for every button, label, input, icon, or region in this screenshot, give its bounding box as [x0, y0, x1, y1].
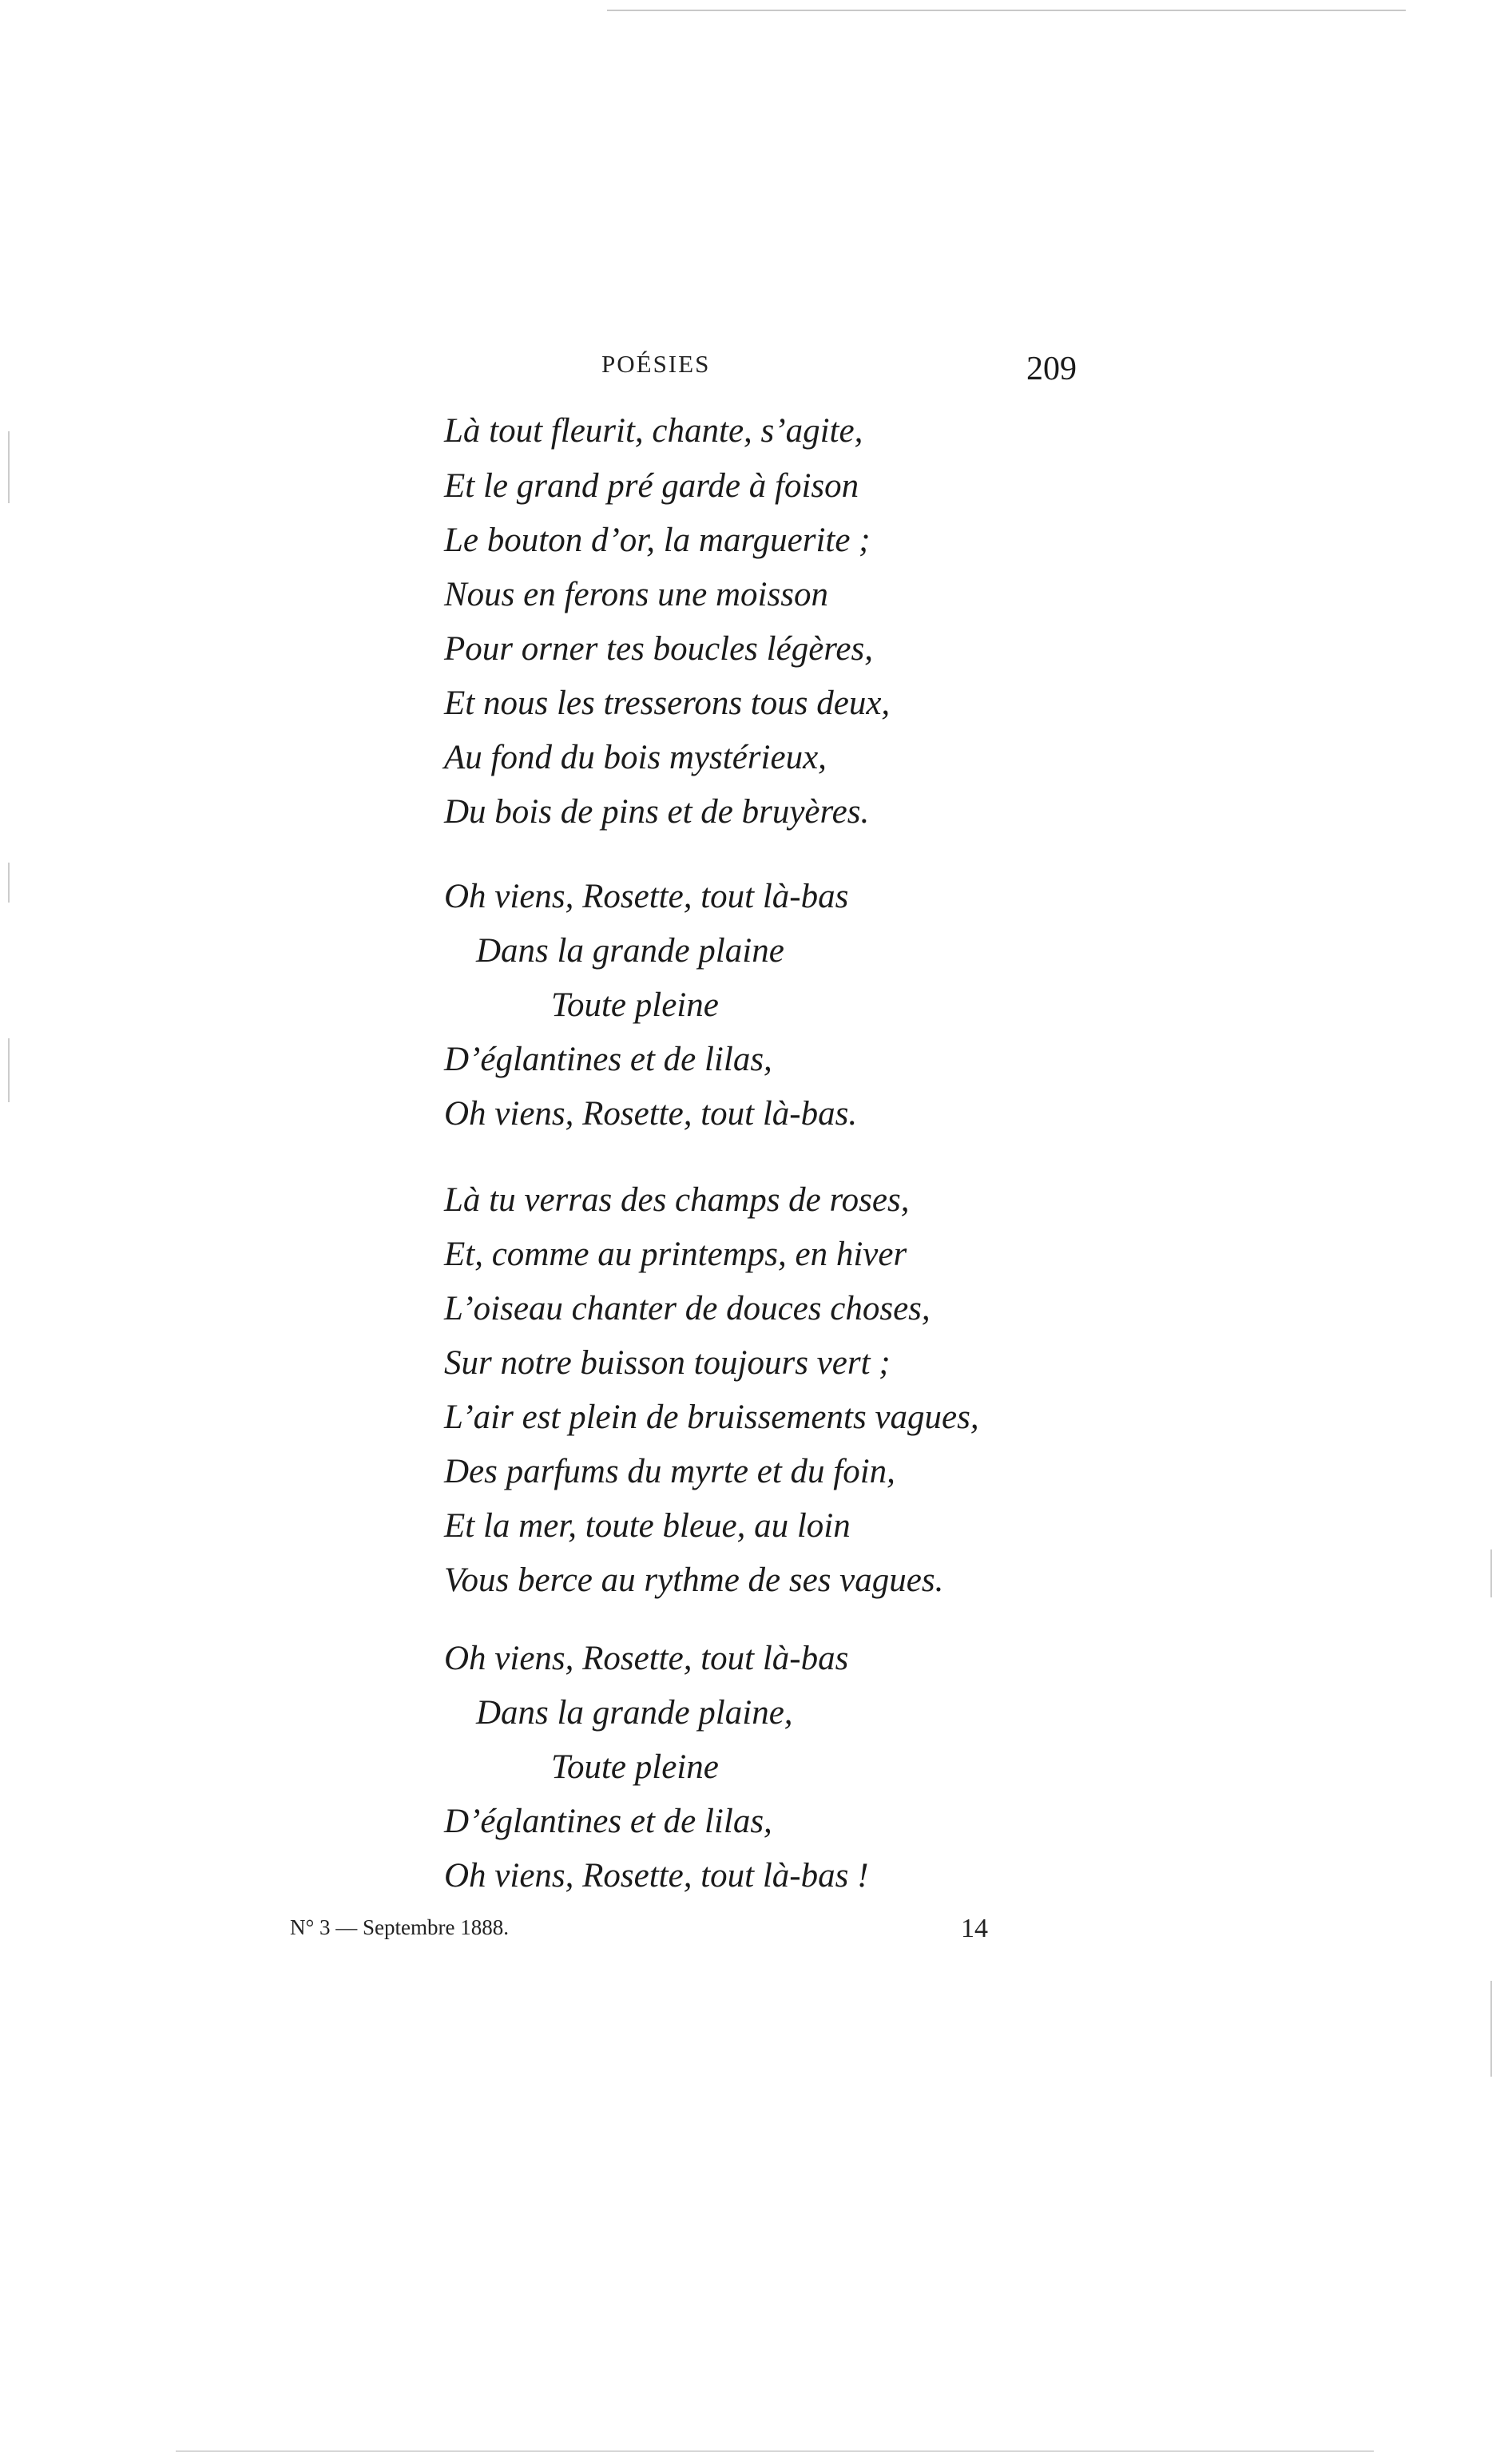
refrain-line: Oh viens, Rosette, tout là-bas — [444, 878, 849, 915]
scan-artifact-left-2 — [8, 863, 10, 903]
refrain-line: D’églantines et de lilas, — [444, 1041, 772, 1078]
verse-line: Et la mer, toute bleue, au loin — [444, 1507, 851, 1545]
scan-artifact-top — [607, 10, 1406, 11]
refrain-line: D’églantines et de lilas, — [444, 1803, 772, 1840]
refrain-line: Oh viens, Rosette, tout là-bas ! — [444, 1857, 869, 1895]
scan-artifact-right-2 — [1490, 1981, 1492, 2077]
verse-line: L’air est plein de bruissements vagues, — [444, 1399, 979, 1436]
verse-line: Et le grand pré garde à foison — [444, 467, 859, 505]
verse-line: Au fond du bois mystérieux, — [444, 739, 827, 776]
verse-line: Vous berce au rythme de ses vagues. — [444, 1561, 944, 1599]
refrain-line: Toute pleine — [551, 1748, 719, 1786]
running-title: POÉSIES — [601, 350, 711, 378]
refrain-line: Dans la grande plaine, — [476, 1694, 793, 1732]
verse-line: Nous en ferons une moisson — [444, 576, 828, 613]
signature-mark: 14 — [961, 1914, 988, 1943]
verse-line: Et nous les tresserons tous deux, — [444, 684, 891, 722]
page-number: 209 — [1026, 351, 1077, 387]
verse-line: Le bouton d’or, la marguerite ; — [444, 522, 871, 559]
verse-line: Et, comme au printemps, en hiver — [444, 1236, 907, 1273]
verse-line: L’oiseau chanter de douces choses, — [444, 1290, 931, 1327]
verse-line: Du bois de pins et de bruyères. — [444, 793, 870, 831]
verse-line: Pour orner tes boucles légères, — [444, 630, 873, 668]
verse-line: Là tu verras des champs de roses, — [444, 1181, 910, 1219]
issue-footer: N° 3 — Septembre 1888. — [290, 1915, 510, 1939]
verse-line: Là tout fleurit, chante, s’agite, — [444, 412, 863, 450]
scan-artifact-left-3 — [8, 1038, 10, 1102]
refrain-line: Toute pleine — [551, 986, 719, 1024]
scan-artifact-right-1 — [1490, 1549, 1492, 1597]
scan-artifact-bottom — [176, 2450, 1374, 2452]
refrain-line: Oh viens, Rosette, tout là-bas — [444, 1640, 849, 1677]
scan-artifact-left-1 — [8, 431, 10, 503]
refrain-line: Oh viens, Rosette, tout là-bas. — [444, 1095, 858, 1133]
verse-line: Des parfums du myrte et du foin, — [444, 1453, 895, 1490]
verse-line: Sur notre buisson toujours vert ; — [444, 1344, 891, 1382]
refrain-line: Dans la grande plaine — [476, 932, 784, 970]
